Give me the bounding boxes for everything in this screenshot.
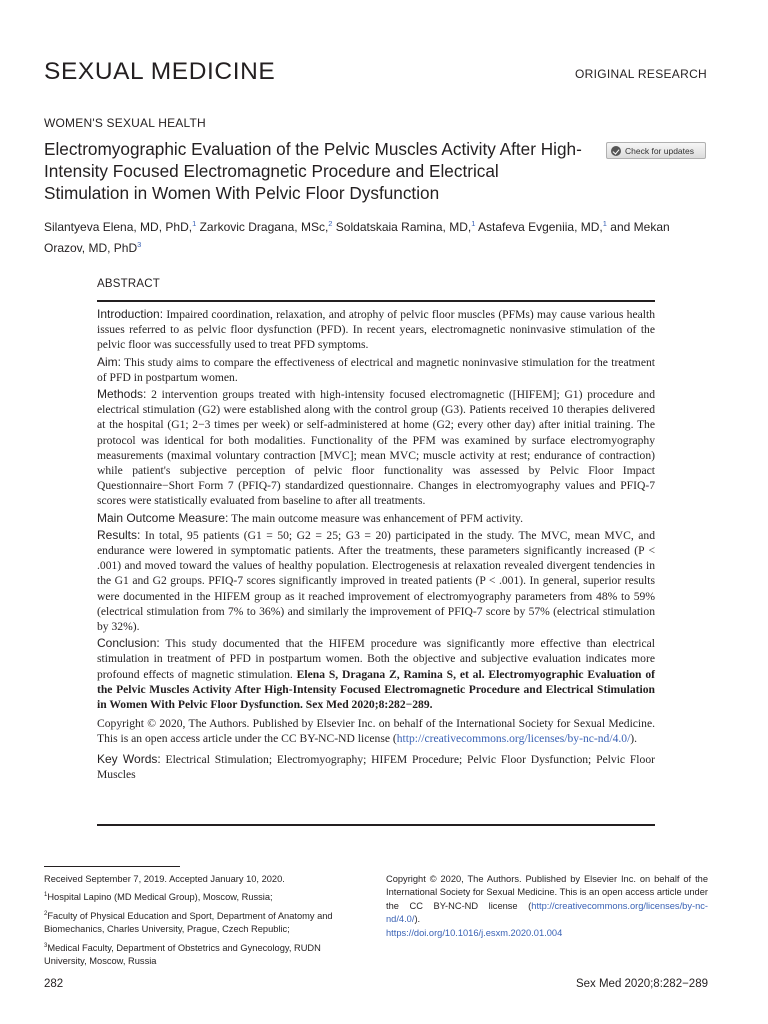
affiliation-text: Faculty of Physical Education and Sport, Department of Anatomy and Biomechanics, Charles University, Prague, Czech Republic; xyxy=(44,911,333,935)
footnote-rule xyxy=(44,866,180,867)
results-label: Results: xyxy=(97,527,141,542)
abstract-top-rule xyxy=(97,300,655,302)
methods-label: Methods: xyxy=(97,387,147,402)
received-dates: Received September 7, 2019. Accepted January 10, 2020. xyxy=(44,874,285,884)
check-icon xyxy=(611,146,621,156)
author-name: and Mekan Orazov, MD, PhD xyxy=(44,220,670,255)
footer-license-link[interactable]: http://creativecommons.org/licenses/by-nc-nd/4.0/ xyxy=(386,900,708,925)
affiliation-text: Hospital Lapino (MD Medical Group), Moscow, Russia; xyxy=(47,892,273,903)
abstract-main-outcome xyxy=(97,511,655,526)
results-text: In total, 95 patients (G1 = 50; G2 = 25; G3 = 20) participated in the study. The MVC, mean MVC, and endurance were lowered in symptomatic patients. After the treatments, these parameters significantly increased (P < .001) and moved toward the values of healthy population. Electrogenesis at relaxation revealed divergent tendencies in the G1 and G2 groups. PFIQ-7 scores significantly improved in treated patients (P < .001). In general, superior results were documented in the HIFEM group as it reached improvement of electromyography parameters from 48% to 59% (electrical stimulation from 7% to 36%) and similarly the improvement of PFIQ-7 score by 57% (electrical stimulation by 32%). xyxy=(97,528,655,634)
author-name: Astafeva Evgeniia, MD, xyxy=(475,220,603,234)
abstract-results xyxy=(97,528,655,634)
doi-link[interactable]: https://doi.org/10.1016/j.esxm.2020.01.004 xyxy=(386,927,563,938)
footnotes-left xyxy=(44,873,366,972)
abstract-conclusion xyxy=(97,636,655,712)
introduction-label: Introduction: xyxy=(97,307,164,321)
section-label: WOMEN'S SEXUAL HEALTH xyxy=(44,116,206,130)
affiliation xyxy=(44,940,366,969)
introduction-text: Impaired coordination, relaxation, and atrophy of pelvic floor muscles (PFMs) may cause various health issues referred to as pelvic floor dysfunction (PFD). In recent years, electromagnetic noninvasive stimulation of the pelvic floor was successfully used to treat PFD symptoms. xyxy=(97,308,655,352)
affiliation-text: Medical Faculty, Department of Obstetrics and Gynecology, RUDN University, Moscow, Russia xyxy=(44,942,321,967)
aim-text: This study aims to compare the effectiveness of electrical and magnetic noninvasive stimulation for the treatment of PFD in postpartum women. xyxy=(97,355,655,384)
abstract-heading: ABSTRACT xyxy=(97,278,160,290)
abstract-copyright xyxy=(97,716,655,746)
abstract-introduction xyxy=(97,307,655,353)
keywords-text: Electrical Stimulation; Electromyography; HIFEM Procedure; Pelvic Floor Dysfunction; Pelvic Floor Muscles xyxy=(97,752,655,781)
methods-text: 2 intervention groups treated with high-intensity focused electromagnetic ([HIFEM]; G1) procedure and electrical stimulation (G2) were established along with the control group (G3). Patients received 10 therapies delivered at the hospital (G1; 2−3 times per week) or self-administered at home (G2; every other day) after initial training. The protocol was identical for both modalities. Functionality of the PFM was examined by surface electromyography measurements (maximal voluntary contraction [MVC]; mean MVC; muscle activity at rest; endurance of contraction) while patient's subjective perception of pelvic floor functionality was assessed by Pelvic Floor Impact Questionnaire−Short Form 7 (PFIQ-7) standardized questionnaire. Changes in electromyography values and PFIQ-7 scores were statistically evaluated from baseline to after all treatments. xyxy=(97,388,655,508)
journal-name: SEXUAL MEDICINE xyxy=(44,58,276,85)
affiliation xyxy=(44,908,366,937)
affiliation-ref[interactable]: 1 xyxy=(602,219,607,228)
abstract-body xyxy=(97,307,655,784)
article-title: Electromyographic Evaluation of the Pelvic Muscles Activity After High-Intensity Focused Electromagnetic Procedure and Electrical Stimulation in Women With Pelvic Floor Dysfunction xyxy=(44,139,582,203)
copyright-end: ). xyxy=(630,732,638,746)
running-head: Sex Med 2020;8:282−289 xyxy=(575,978,708,990)
citation-text: Elena S, Dragana Z, Ramina S, et al. Electromyographic Evaluation of the Pelvic Muscles Activity After High-Intensity Focused Electromagnetic Procedure and Electrical Stimulation in Women With Pelvic Floor Dysfunction. Sex Med 2020;8:282−289. xyxy=(97,667,655,712)
license-link[interactable]: http://creativecommons.org/licenses/by-nc-nd/4.0/ xyxy=(396,732,631,746)
footer-copyright: Copyright © 2020, The Authors. Published by Elsevier Inc. on behalf of the International Society for Sexual Medicine. This is an open access article under the CC BY-NC-ND license ( xyxy=(386,874,708,911)
copyright-text: Copyright © 2020, The Authors. Published by Elsevier Inc. on behalf of the International Society for Sexual Medicine. This is an open access article under the CC BY-NC-ND license ( xyxy=(97,717,655,746)
author-list xyxy=(44,215,684,257)
article-type: ORIGINAL RESEARCH xyxy=(574,67,707,81)
abstract-keywords xyxy=(97,752,655,782)
aim-label: Aim: xyxy=(97,354,121,369)
affiliation-number: 1 xyxy=(44,892,48,899)
main-outcome-label: Main Outcome Measure: xyxy=(97,510,229,525)
abstract-bottom-rule xyxy=(97,824,655,826)
conclusion-text: This study documented that the HIFEM procedure was significantly more effective than electrical stimulation in treatment of PFD in postpartum women. Both the objective and subjective evaluation indicates more profound effects of magnetic stimulation. xyxy=(97,637,655,681)
affiliation-number: 3 xyxy=(44,942,48,949)
affiliation-ref[interactable]: 3 xyxy=(137,240,142,249)
author-name: Silantyeva Elena, MD, PhD, xyxy=(44,220,193,234)
affiliation-ref[interactable]: 1 xyxy=(471,219,476,228)
affiliation-ref[interactable]: 2 xyxy=(328,219,333,228)
abstract-methods xyxy=(97,387,655,509)
page-number: 282 xyxy=(44,978,64,990)
footer-license-end: ). xyxy=(414,914,421,925)
author-name: Zarkovic Dragana, MSc, xyxy=(196,220,329,234)
keywords-label: Key Words: xyxy=(97,751,161,766)
abstract-aim xyxy=(97,355,655,385)
footnotes-right xyxy=(386,873,708,940)
conclusion-label: Conclusion: xyxy=(97,636,160,651)
check-for-updates-button[interactable] xyxy=(606,142,706,159)
affiliation-number: 2 xyxy=(44,910,48,917)
main-outcome-text: The main outcome measure was enhancement of PFM activity. xyxy=(228,511,523,525)
affiliation-ref[interactable]: 1 xyxy=(192,219,197,228)
affiliation xyxy=(44,889,366,905)
check-for-updates-label: Check for updates xyxy=(625,145,694,156)
author-name: Soldatskaia Ramina, MD, xyxy=(332,220,472,234)
